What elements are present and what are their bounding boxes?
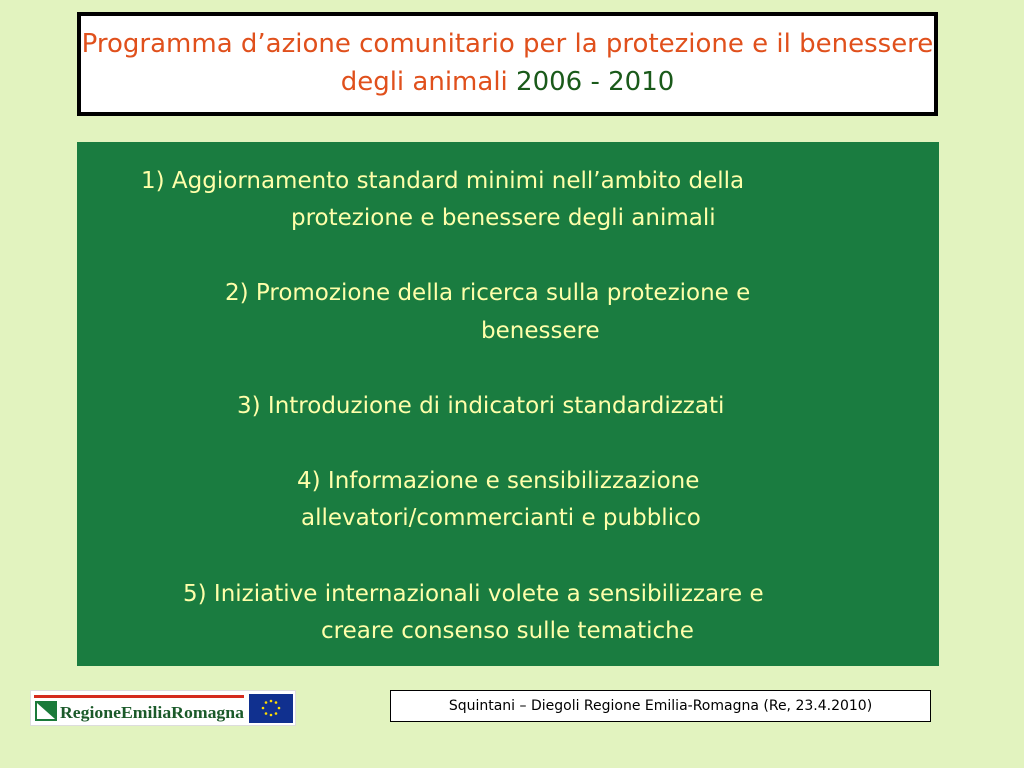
content-panel [77, 142, 939, 666]
item-1-line-1: 1) Aggiornamento standard minimi nell’ambito della [141, 168, 745, 194]
item-3-line-1: 3) Introduzione di indicatori standardizzati [237, 393, 725, 419]
eu-flag-icon [249, 694, 293, 723]
item-1-line-2: protezione e benessere degli animali [291, 205, 716, 231]
title-years: 2006 - 2010 [516, 67, 675, 97]
logo-text: RegioneEmiliaRomagna [60, 703, 245, 722]
item-5-line-1: 5) Iniziative internazionali volete a sensibilizzare e [183, 581, 764, 607]
title-box [77, 12, 938, 116]
item-4-line-2: allevatori/commercianti e pubblico [301, 505, 701, 531]
footer-text: Squintani – Diegoli Regione Emilia-Romagna (Re, 23.4.2010) [448, 698, 873, 714]
footer-citation [390, 690, 931, 722]
slide-title [81, 25, 934, 101]
item-4-line-1: 4) Informazione e sensibilizzazione [297, 468, 700, 494]
item-2-line-2: benessere [481, 318, 600, 344]
regione-logo [30, 690, 296, 726]
logo-graphic [31, 691, 295, 725]
item-2-line-1: 2) Promozione della ricerca sulla protezione e [225, 280, 751, 306]
item-5-line-2: creare consenso sulle tematiche [321, 618, 694, 644]
logo-red-stripe [34, 695, 244, 698]
title-main: Programma d’azione comunitario per la protezione e il benessere degli animali [81, 29, 934, 97]
